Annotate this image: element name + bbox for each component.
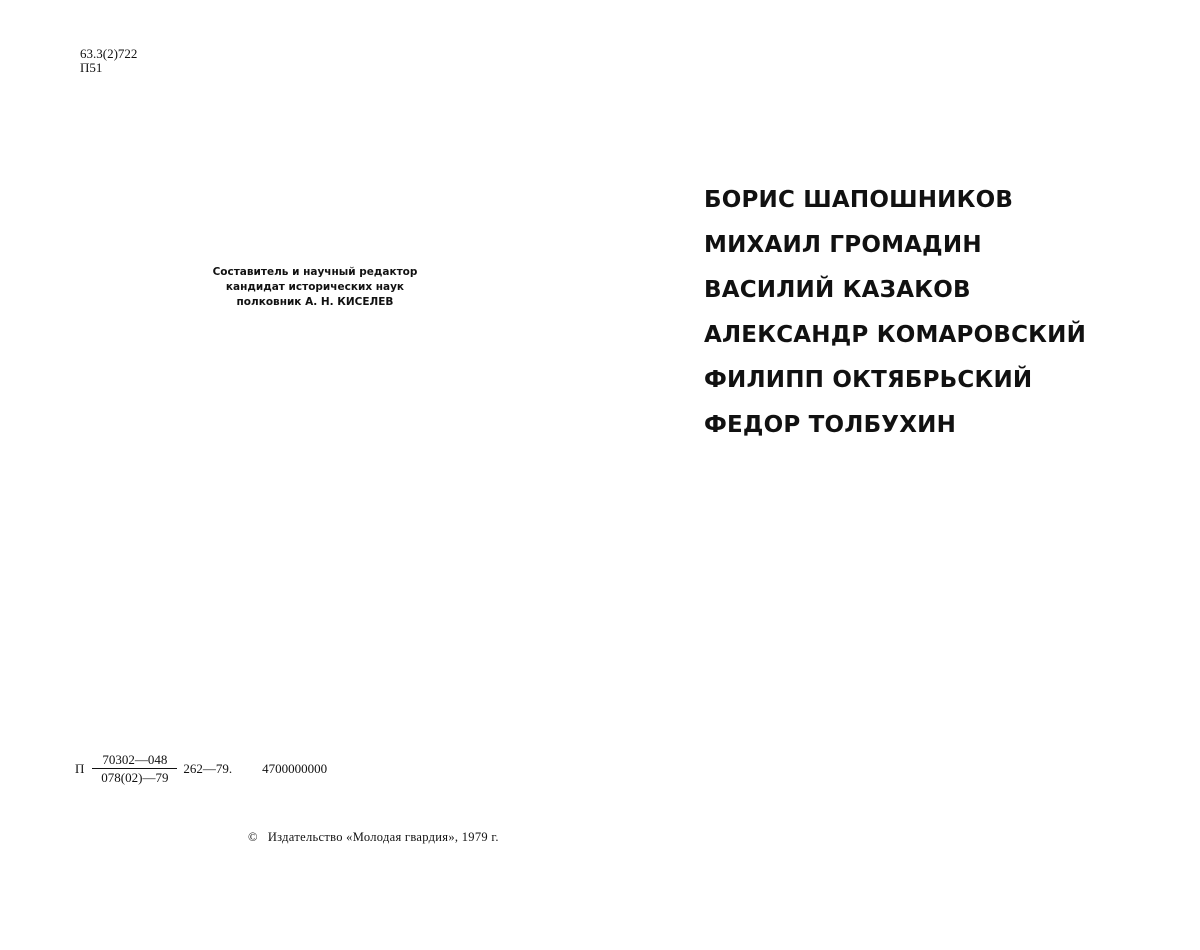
classification-line-2: П51 — [80, 60, 103, 75]
authors-list — [704, 178, 1086, 448]
compiler-line-2: кандидат исторических наук — [225, 281, 405, 293]
author-name: АЛЕКСАНДР КОМАРОВСКИЙ — [704, 322, 1087, 348]
author-name: БОРИС ШАПОШНИКОВ — [704, 187, 1014, 213]
index-numerator: 70302—048 — [92, 752, 177, 769]
author-name: ВАСИЛИЙ КАЗАКОВ — [704, 277, 971, 303]
index-letter: П — [75, 760, 85, 776]
copyright-text: Издательство «Молодая гвардия», 1979 г. — [267, 830, 499, 844]
author-name: ФЕДОР ТОЛБУХИН — [704, 412, 957, 438]
index-code: 4700000000 — [262, 760, 328, 776]
index-tail: 262—79. — [183, 760, 233, 776]
compiler-line-1: Составитель и научный редактор — [212, 266, 418, 278]
copyright-notice — [248, 830, 499, 845]
author-name: ФИЛИПП ОКТЯБРЬСКИЙ — [704, 367, 1033, 393]
index-denominator: 078(02)—79 — [101, 770, 169, 785]
compiler-credit — [195, 265, 435, 310]
index-fraction — [92, 752, 177, 785]
classification-line-1: 63.3(2)722 — [80, 46, 138, 61]
classification-code — [80, 47, 137, 75]
author-name: МИХАИЛ ГРОМАДИН — [704, 232, 982, 258]
publication-index — [75, 752, 327, 785]
copyright-icon: © — [248, 830, 258, 844]
compiler-line-3: полковник А. Н. КИСЕЛЕВ — [236, 296, 394, 308]
